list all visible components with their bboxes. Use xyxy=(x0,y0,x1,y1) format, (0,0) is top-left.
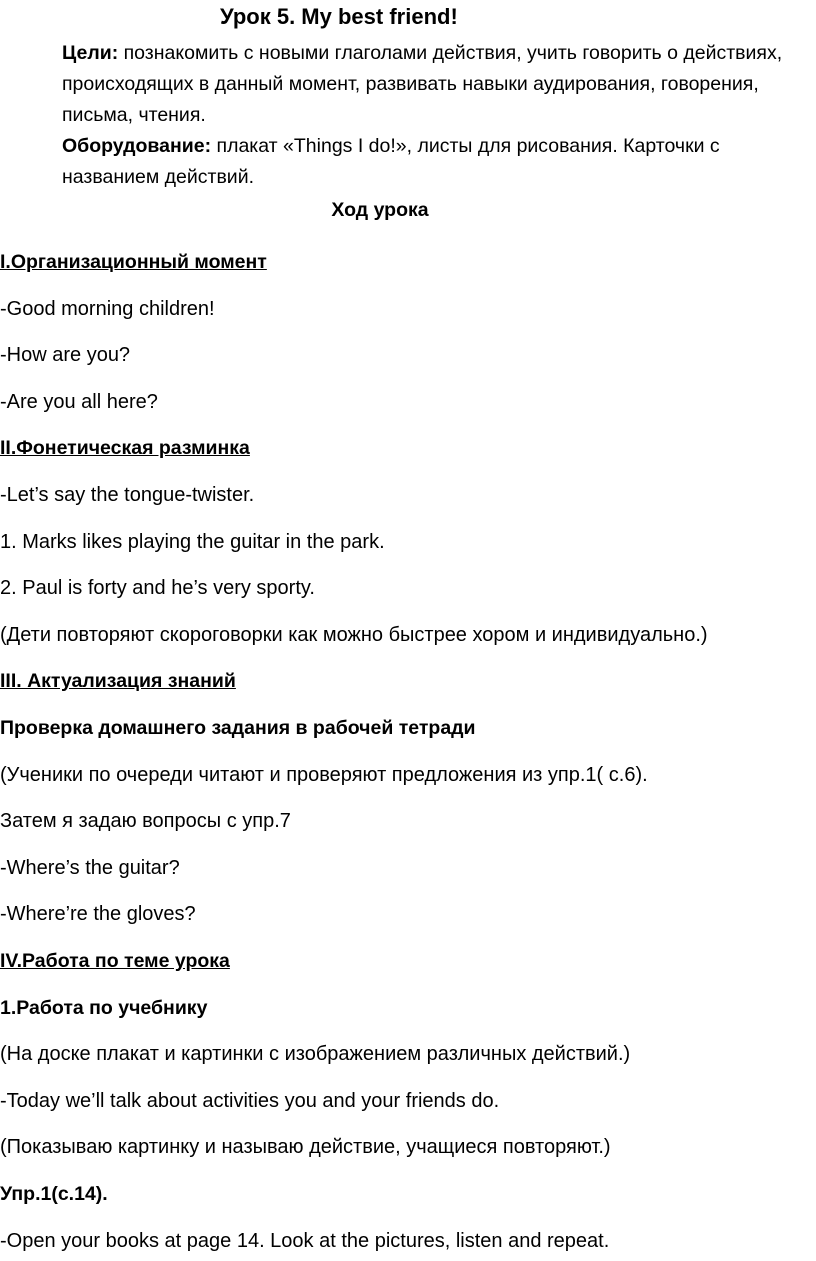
equipment-paragraph xyxy=(62,131,802,193)
text-line: (На доске плакат и картинки с изображением различных действий.) xyxy=(0,1043,631,1065)
heading-line: III. Актуализация знаний xyxy=(0,670,236,692)
text-line: 1. Marks likes playing the guitar in the park. xyxy=(0,531,385,553)
text-line: -Open your books at page 14. Look at the pictures, listen and repeat. xyxy=(0,1230,610,1252)
text-line: Затем я задаю вопросы с упр.7 xyxy=(0,810,291,832)
heading-line: IV.Работа по теме урока xyxy=(0,950,230,972)
course-heading: Ход урока xyxy=(331,199,429,221)
text-line: -Where’s the guitar? xyxy=(0,857,180,879)
text-line: -Let’s say the tongue-twister. xyxy=(0,484,255,506)
text-line: 2. Paul is forty and he’s very sporty. xyxy=(0,577,315,599)
equipment-label: Оборудование: xyxy=(62,135,212,157)
goals-label: Цели: xyxy=(62,42,119,64)
text-line: (Ученики по очереди читают и проверяют предложения из упр.1( с.6). xyxy=(0,764,648,786)
text-line: -How are you? xyxy=(0,344,131,366)
subheading-line: Проверка домашнего задания в рабочей тетради xyxy=(0,717,476,739)
heading-line: I.Организационный момент xyxy=(0,251,267,273)
text-line: (Показываю картинку и называю действие, учащиеся повторяют.) xyxy=(0,1136,611,1158)
lesson-goals-block xyxy=(62,38,802,193)
lesson-title: Урок 5. My best friend! xyxy=(220,4,458,29)
equipment-text: плакат «Things I do!», листы для рисования. Карточки с названием действий. xyxy=(62,135,720,188)
text-line: -Are you all here? xyxy=(0,391,158,413)
text-line: -Today we’ll talk about activities you and your friends do. xyxy=(0,1090,500,1112)
goals-text: познакомить с новыми глаголами действия, учить говорить о действиях, происходящих в данный момент, развивать навыки аудирования, говорения, письма, чтения. xyxy=(62,42,783,126)
goals-paragraph xyxy=(62,38,802,131)
heading-line: II.Фонетическая разминка xyxy=(0,437,250,459)
subheading-line: Упр.1(с.14). xyxy=(0,1183,108,1205)
text-line: -Where’re the gloves? xyxy=(0,903,196,925)
text-line: -Good morning children! xyxy=(0,298,215,320)
subheading-line: 1.Работа по учебнику xyxy=(0,997,208,1019)
text-line: (Дети повторяют скороговорки как можно быстрее хором и индивидуально.) xyxy=(0,624,708,646)
